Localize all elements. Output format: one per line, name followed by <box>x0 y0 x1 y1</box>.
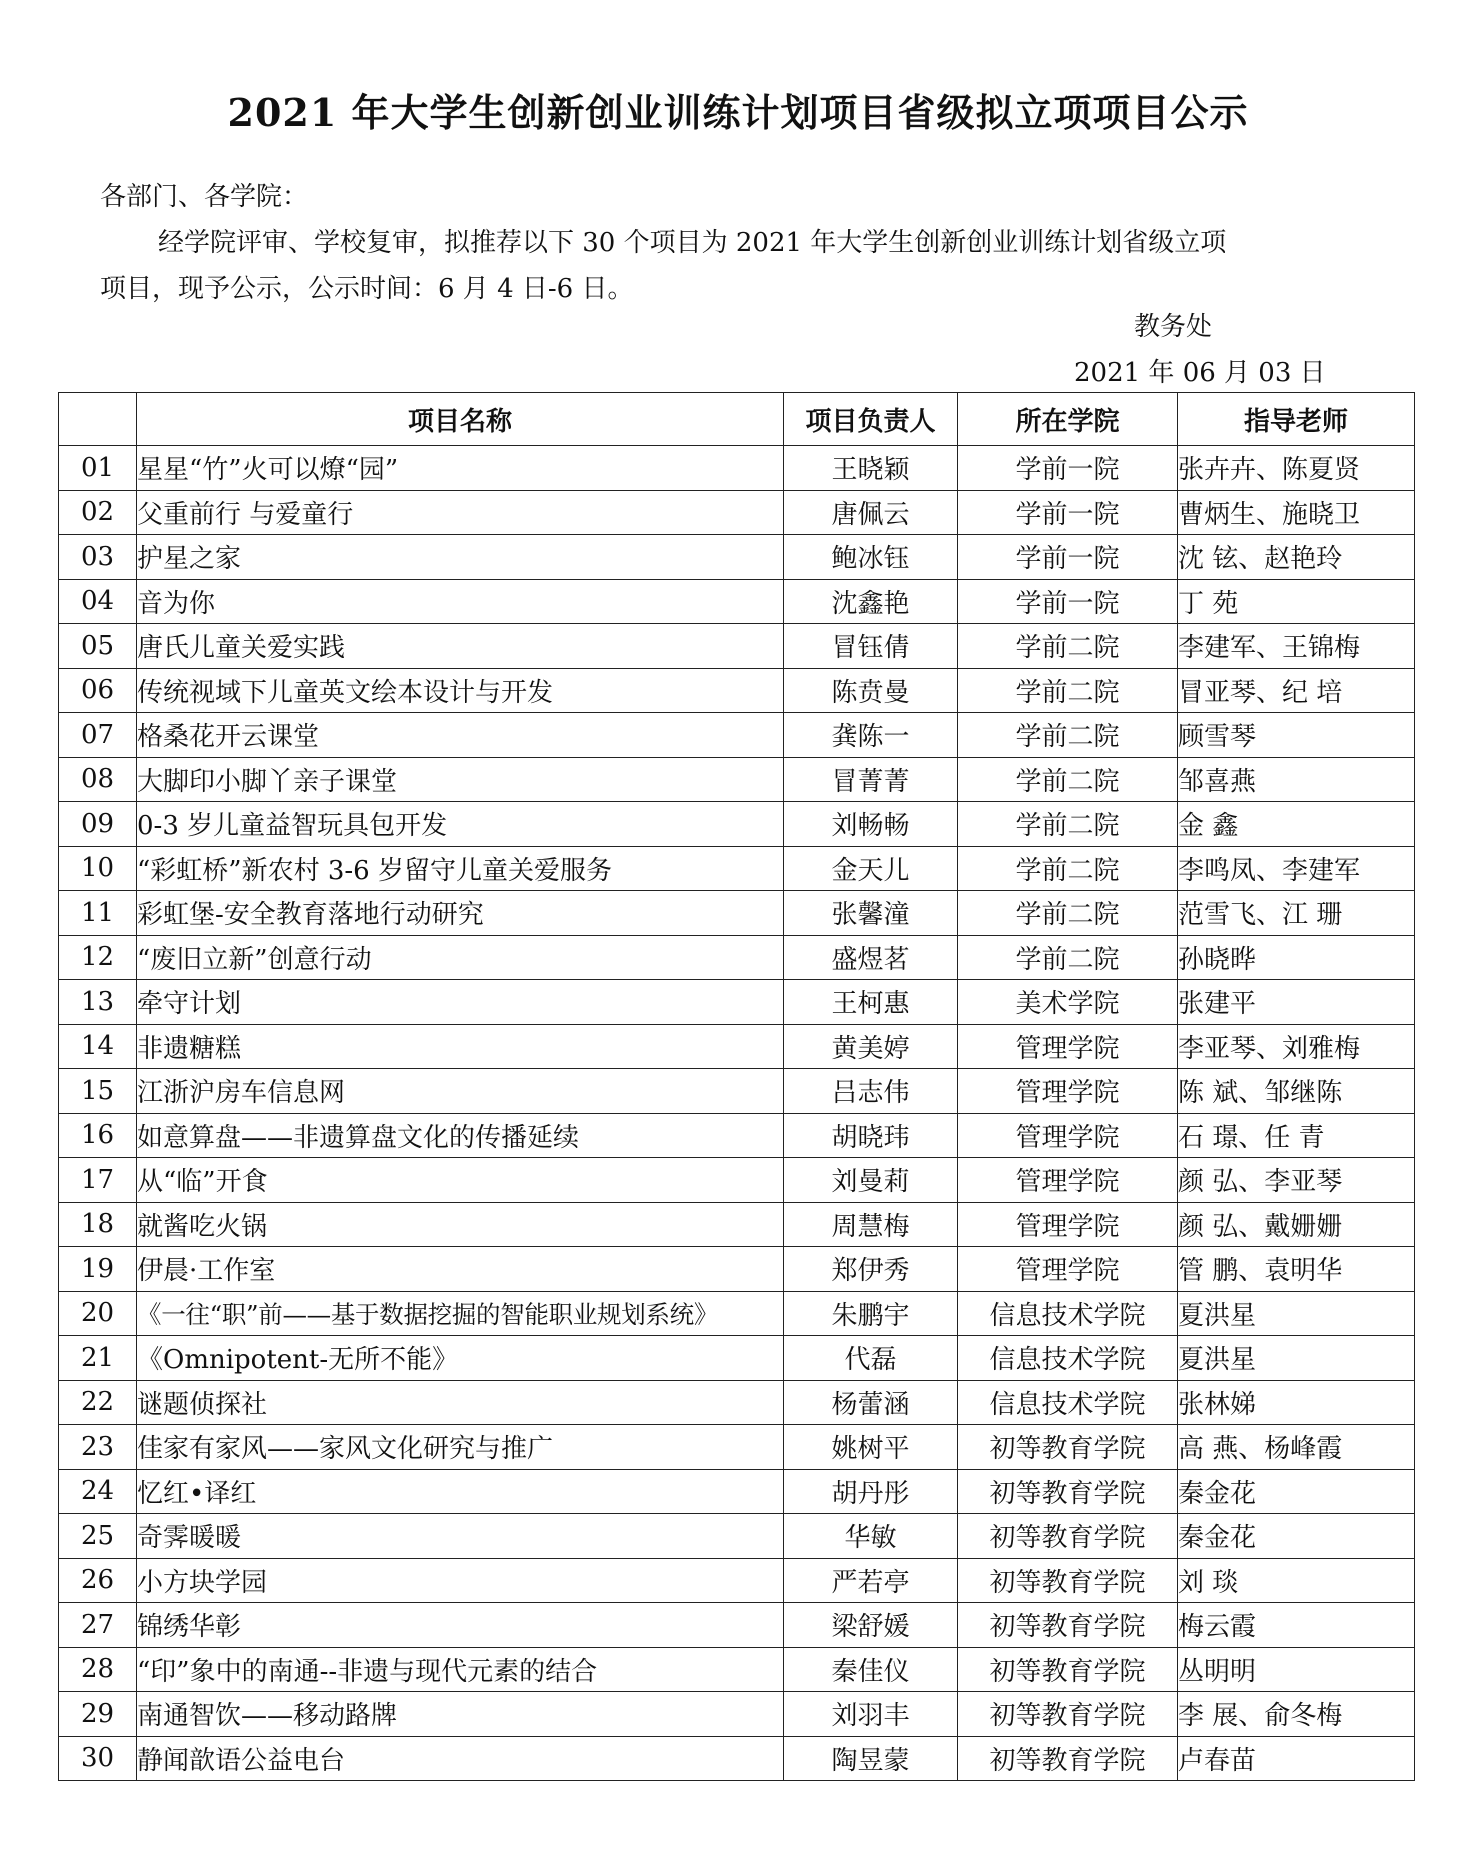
project-name: 忆红•译红 <box>137 1469 784 1514</box>
row-number: 04 <box>59 579 137 624</box>
project-name: 大脚印小脚丫亲子课堂 <box>137 757 784 802</box>
advisor: 顾雪琴 <box>1178 713 1415 758</box>
table-row <box>59 1647 1415 1692</box>
project-name: 奇霁暖暖 <box>137 1514 784 1559</box>
college: 初等教育学院 <box>958 1469 1178 1514</box>
advisor: 夏洪星 <box>1178 1336 1415 1381</box>
college: 管理学院 <box>958 1024 1178 1069</box>
advisor: 梅云霞 <box>1178 1603 1415 1648</box>
project-leader: 周慧梅 <box>784 1202 958 1247</box>
project-leader: 秦佳仪 <box>784 1647 958 1692</box>
college: 信息技术学院 <box>958 1336 1178 1381</box>
project-leader: 陈贲曼 <box>784 668 958 713</box>
college: 学前二院 <box>958 624 1178 669</box>
table-row <box>59 980 1415 1025</box>
project-name: 如意算盘——非遗算盘文化的传播延续 <box>137 1113 784 1158</box>
project-name: 非遗糖糕 <box>137 1024 784 1069</box>
project-name: 格桑花开云课堂 <box>137 713 784 758</box>
college: 学前二院 <box>958 713 1178 758</box>
advisor: 卢春苗 <box>1178 1736 1415 1781</box>
project-leader: 冒钰倩 <box>784 624 958 669</box>
table-row <box>59 1202 1415 1247</box>
college: 信息技术学院 <box>958 1380 1178 1425</box>
notice-line-1-text: 经学院评审、学校复审，拟推荐以下 30 个项目为 2021 年大学生创新创业训练计划省级立项 <box>158 228 1227 258</box>
table-row <box>59 1736 1415 1781</box>
project-name: 牵守计划 <box>137 980 784 1025</box>
greeting: 各部门、各学院： <box>100 182 309 212</box>
table-row <box>59 1336 1415 1381</box>
project-name: 《一往“职”前——基于数据挖掘的智能职业规划系统》 <box>137 1291 784 1336</box>
row-number: 14 <box>59 1024 137 1069</box>
project-leader: 刘畅畅 <box>784 802 958 847</box>
table-header-row <box>59 393 1415 446</box>
row-number: 22 <box>59 1380 137 1425</box>
project-leader: 郑伊秀 <box>784 1247 958 1292</box>
project-leader: 沈鑫艳 <box>784 579 958 624</box>
row-number: 16 <box>59 1113 137 1158</box>
project-name: 小方块学园 <box>137 1558 784 1603</box>
project-leader: 盛煜茗 <box>784 935 958 980</box>
page-title: 2021 年大学生创新创业训练计划项目省级拟立项项目公示 <box>227 90 1249 135</box>
advisor: 刘 琰 <box>1178 1558 1415 1603</box>
college: 管理学院 <box>958 1113 1178 1158</box>
project-name: 谜题侦探社 <box>137 1380 784 1425</box>
notice-paragraph <box>100 220 1360 312</box>
row-number: 02 <box>59 490 137 535</box>
advisor: 石 璟、任 青 <box>1178 1113 1415 1158</box>
row-number: 11 <box>59 891 137 936</box>
college: 学前二院 <box>958 891 1178 936</box>
college: 学前一院 <box>958 579 1178 624</box>
row-number: 05 <box>59 624 137 669</box>
advisor: 冒亚琴、纪 培 <box>1178 668 1415 713</box>
issue-date: 2021 年 06 月 03 日 <box>1074 358 1326 388</box>
table-row <box>59 713 1415 758</box>
college: 学前二院 <box>958 802 1178 847</box>
notice-line-2: 项目，现予公示，公示时间：6 月 4 日-6 日。 <box>100 274 634 304</box>
table-row <box>59 1514 1415 1559</box>
college: 学前二院 <box>958 668 1178 713</box>
row-number: 26 <box>59 1558 137 1603</box>
advisor: 颜 弘、戴姗姗 <box>1178 1202 1415 1247</box>
project-leader: 陶昱蒙 <box>784 1736 958 1781</box>
project-name: 护星之家 <box>137 535 784 580</box>
project-name: “废旧立新”创意行动 <box>137 935 784 980</box>
project-leader: 金天儿 <box>784 846 958 891</box>
row-number: 20 <box>59 1291 137 1336</box>
project-name: 从“临”开食 <box>137 1158 784 1203</box>
table-row <box>59 579 1415 624</box>
row-number: 01 <box>59 446 137 491</box>
advisor: 陈 斌、邹继陈 <box>1178 1069 1415 1114</box>
project-leader: 龚陈一 <box>784 713 958 758</box>
project-leader: 代磊 <box>784 1336 958 1381</box>
project-name: 江浙沪房车信息网 <box>137 1069 784 1114</box>
row-number: 08 <box>59 757 137 802</box>
project-name: 伊晨·工作室 <box>137 1247 784 1292</box>
row-number: 15 <box>59 1069 137 1114</box>
project-leader: 梁舒媛 <box>784 1603 958 1648</box>
row-number: 19 <box>59 1247 137 1292</box>
row-number: 21 <box>59 1336 137 1381</box>
row-number: 09 <box>59 802 137 847</box>
advisor: 范雪飞、江 珊 <box>1178 891 1415 936</box>
advisor: 李 展、俞冬梅 <box>1178 1692 1415 1737</box>
project-name: 佳家有家风——家风文化研究与推广 <box>137 1425 784 1470</box>
header-project-name: 项目名称 <box>137 393 784 446</box>
college: 初等教育学院 <box>958 1425 1178 1470</box>
project-leader: 胡丹彤 <box>784 1469 958 1514</box>
table-row <box>59 1425 1415 1470</box>
table-row <box>59 490 1415 535</box>
table-row <box>59 1024 1415 1069</box>
college: 学前一院 <box>958 535 1178 580</box>
row-number: 29 <box>59 1692 137 1737</box>
project-name: 传统视域下儿童英文绘本设计与开发 <box>137 668 784 713</box>
college: 初等教育学院 <box>958 1603 1178 1648</box>
row-number: 07 <box>59 713 137 758</box>
advisor: 邹喜燕 <box>1178 757 1415 802</box>
college: 管理学院 <box>958 1202 1178 1247</box>
row-number: 27 <box>59 1603 137 1648</box>
project-leader: 张馨潼 <box>784 891 958 936</box>
row-number: 12 <box>59 935 137 980</box>
project-leader: 杨蕾涵 <box>784 1380 958 1425</box>
project-leader: 严若亭 <box>784 1558 958 1603</box>
table-row <box>59 1380 1415 1425</box>
project-leader: 吕志伟 <box>784 1069 958 1114</box>
advisor: 曹炳生、施晓卫 <box>1178 490 1415 535</box>
advisor: 张卉卉、陈夏贤 <box>1178 446 1415 491</box>
row-number: 25 <box>59 1514 137 1559</box>
project-leader: 黄美婷 <box>784 1024 958 1069</box>
row-number: 24 <box>59 1469 137 1514</box>
project-leader: 朱鹏宇 <box>784 1291 958 1336</box>
college: 学前二院 <box>958 846 1178 891</box>
project-name: 《Omnipotent-无所不能》 <box>137 1336 784 1381</box>
college: 初等教育学院 <box>958 1514 1178 1559</box>
header-leader: 项目负责人 <box>784 393 958 446</box>
college: 初等教育学院 <box>958 1558 1178 1603</box>
project-leader: 唐佩云 <box>784 490 958 535</box>
row-number: 23 <box>59 1425 137 1470</box>
table-row <box>59 757 1415 802</box>
row-number: 03 <box>59 535 137 580</box>
project-name: 就酱吃火锅 <box>137 1202 784 1247</box>
project-name: “印”象中的南通--非遗与现代元素的结合 <box>137 1647 784 1692</box>
project-leader: 华敏 <box>784 1514 958 1559</box>
table-row <box>59 668 1415 713</box>
advisor: 颜 弘、李亚琴 <box>1178 1158 1415 1203</box>
row-number: 18 <box>59 1202 137 1247</box>
row-number: 30 <box>59 1736 137 1781</box>
advisor: 丁 苑 <box>1178 579 1415 624</box>
project-name: 父重前行 与爱童行 <box>137 490 784 535</box>
table-row <box>59 935 1415 980</box>
project-leader: 刘羽丰 <box>784 1692 958 1737</box>
table-row <box>59 446 1415 491</box>
table-row <box>59 1113 1415 1158</box>
advisor: 沈 铉、赵艳玲 <box>1178 535 1415 580</box>
college: 管理学院 <box>958 1158 1178 1203</box>
project-name: 彩虹堡-安全教育落地行动研究 <box>137 891 784 936</box>
row-number: 17 <box>59 1158 137 1203</box>
project-name: 锦绣华彰 <box>137 1603 784 1648</box>
college: 美术学院 <box>958 980 1178 1025</box>
project-leader: 姚树平 <box>784 1425 958 1470</box>
row-number: 06 <box>59 668 137 713</box>
project-leader: 王晓颖 <box>784 446 958 491</box>
row-number: 28 <box>59 1647 137 1692</box>
project-name: 音为你 <box>137 579 784 624</box>
college: 学前一院 <box>958 446 1178 491</box>
table-row <box>59 1247 1415 1292</box>
project-name: 星星“竹”火可以燎“园” <box>137 446 784 491</box>
header-number <box>59 393 137 446</box>
advisor: 李鸣凤、李建军 <box>1178 846 1415 891</box>
advisor: 秦金花 <box>1178 1514 1415 1559</box>
project-name: “彩虹桥”新农村 3-6 岁留守儿童关爱服务 <box>137 846 784 891</box>
issuer-department: 教务处 <box>1134 312 1213 342</box>
table-row <box>59 846 1415 891</box>
advisor: 李亚琴、刘雅梅 <box>1178 1024 1415 1069</box>
project-leader: 刘曼莉 <box>784 1158 958 1203</box>
advisor: 金 鑫 <box>1178 802 1415 847</box>
advisor: 李建军、王锦梅 <box>1178 624 1415 669</box>
college: 管理学院 <box>958 1069 1178 1114</box>
table-row <box>59 1469 1415 1514</box>
college: 管理学院 <box>958 1247 1178 1292</box>
advisor: 管 鹏、袁明华 <box>1178 1247 1415 1292</box>
notice-line-1 <box>100 220 1360 266</box>
advisor: 孙晓晔 <box>1178 935 1415 980</box>
project-name: 0-3 岁儿童益智玩具包开发 <box>137 802 784 847</box>
project-leader: 冒菁菁 <box>784 757 958 802</box>
table-row <box>59 1692 1415 1737</box>
advisor: 丛明明 <box>1178 1647 1415 1692</box>
table-row <box>59 1291 1415 1336</box>
advisor: 夏洪星 <box>1178 1291 1415 1336</box>
college: 初等教育学院 <box>958 1692 1178 1737</box>
project-leader: 鲍冰钰 <box>784 535 958 580</box>
college: 信息技术学院 <box>958 1291 1178 1336</box>
advisor: 秦金花 <box>1178 1469 1415 1514</box>
table-row <box>59 802 1415 847</box>
college: 初等教育学院 <box>958 1736 1178 1781</box>
project-leader: 王柯惠 <box>784 980 958 1025</box>
header-college: 所在学院 <box>958 393 1178 446</box>
row-number: 13 <box>59 980 137 1025</box>
table-row <box>59 891 1415 936</box>
college: 学前二院 <box>958 757 1178 802</box>
project-name: 静闻歆语公益电台 <box>137 1736 784 1781</box>
college: 学前一院 <box>958 490 1178 535</box>
advisor: 张林娣 <box>1178 1380 1415 1425</box>
project-name: 南通智饮——移动路牌 <box>137 1692 784 1737</box>
advisor: 张建平 <box>1178 980 1415 1025</box>
table-row <box>59 535 1415 580</box>
table-row <box>59 1069 1415 1114</box>
project-name: 唐氏儿童关爱实践 <box>137 624 784 669</box>
table-row <box>59 624 1415 669</box>
header-advisor: 指导老师 <box>1178 393 1415 446</box>
table-row <box>59 1158 1415 1203</box>
advisor: 高 燕、杨峰霞 <box>1178 1425 1415 1470</box>
row-number: 10 <box>59 846 137 891</box>
college: 学前二院 <box>958 935 1178 980</box>
table-row <box>59 1603 1415 1648</box>
project-table <box>58 392 1415 1781</box>
project-leader: 胡晓玮 <box>784 1113 958 1158</box>
table-row <box>59 1558 1415 1603</box>
college: 初等教育学院 <box>958 1647 1178 1692</box>
